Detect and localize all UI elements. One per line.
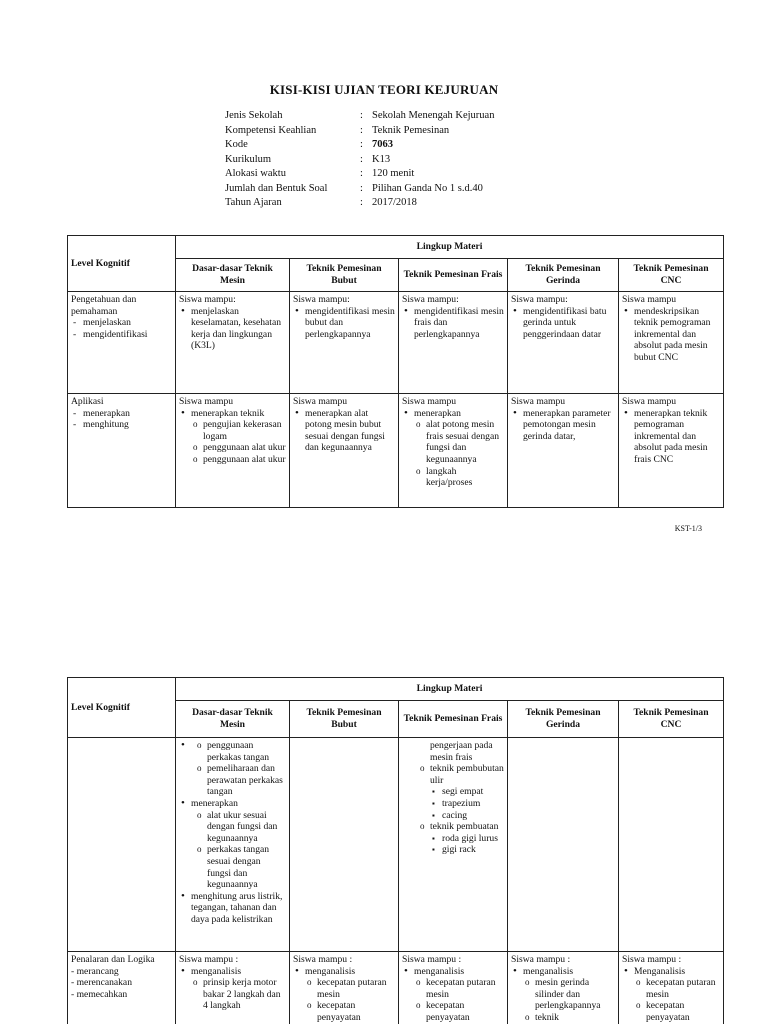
list-item: o pengujian kekerasan logam (203, 419, 286, 442)
info-colon: : (360, 168, 363, 179)
cell-intro: Siswa mampu (622, 396, 677, 407)
list-item: ▪ gigi rack (442, 844, 504, 856)
table-row (68, 738, 724, 952)
list-item: o penggunaan alat ukur (203, 442, 286, 454)
info-value: K13 (372, 153, 391, 165)
list-item: • menerapkan teknik pemograman inkremental dan absolut pada mesin frais CNC (634, 408, 720, 466)
list-item: o pemeliharaan dan perawatan perkakas tangan (207, 763, 286, 798)
cell-intro: Siswa mampu : (179, 954, 239, 965)
kisi-table-page-2 (67, 677, 724, 1024)
list-item-text: teknik pembubutan ulir (430, 763, 504, 786)
info-row (225, 109, 494, 124)
list-item: - merancang (71, 965, 119, 977)
list-item: ▪ roda gigi lurus (442, 833, 504, 845)
table-row (68, 394, 724, 508)
list-item-text: menganalisis (305, 965, 356, 977)
list-item: o alat potong mesin frais sesuai dengan fungsi dan kegunaannya (426, 419, 504, 465)
cell-intro: Siswa mampu: (402, 294, 459, 305)
info-colon: : (360, 153, 363, 165)
column-header: Teknik Pemesinan Gerinda (508, 701, 619, 738)
list-item: ▪ cacing (442, 810, 504, 822)
cell-intro: Siswa mampu (293, 396, 348, 407)
list-item: - merencanakan (71, 977, 132, 989)
cell-intro: Siswa mampu : (511, 954, 571, 965)
content-cell (508, 738, 619, 952)
list-item: o langkah kerja/proses (426, 466, 504, 489)
list-item: ▪ segi empat (442, 786, 504, 798)
level-kognitif-header: Level Kognitif (68, 678, 176, 738)
table-row (68, 292, 724, 394)
info-row (225, 196, 494, 211)
lingkup-materi-header: Lingkup Materi (176, 236, 724, 259)
list-item: ▪ trapezium (442, 798, 504, 810)
list-item-text: menerapkan (191, 797, 238, 809)
list-item: - menghitung (83, 419, 172, 431)
list-item: o mesin gerinda silinder dan perlengkapannya (535, 977, 615, 1012)
content-cell (399, 394, 508, 508)
list-item: o alat ukur sesuai dengan fungsi dan kegunaannya (207, 810, 286, 845)
list-item (414, 408, 504, 489)
info-label: Kurikulum (225, 153, 272, 165)
info-value-code: 7063 (372, 139, 393, 150)
level-cell (68, 394, 176, 508)
content-cell (399, 738, 508, 952)
cell-intro: Siswa mampu : (622, 954, 682, 965)
list-item: o kecepatan putaran mesin (426, 977, 504, 1000)
column-header: Teknik Pemesinan Bubut (290, 701, 399, 738)
list-item: o kecepatan penyayatan (426, 1000, 504, 1023)
content-cell (290, 738, 399, 952)
info-value: Pilihan Ganda No 1 s.d.40 (372, 182, 483, 194)
list-item: • mendeskripsikan teknik pemograman inkremental dan absolut pada mesin bubut CNC (634, 306, 720, 364)
level-cell (68, 738, 176, 952)
column-header: Teknik Pemesinan CNC (619, 259, 724, 292)
content-cell (619, 394, 724, 508)
level-label: Aplikasi (71, 396, 104, 407)
info-value: 120 menit (372, 168, 415, 179)
level-list (71, 317, 172, 340)
info-row (225, 167, 494, 182)
list-item: - menerapkan (83, 408, 172, 420)
list-item: • menerapkan alat potong mesin bubut sesuai dengan fungsi dan kegunaannya (305, 408, 395, 454)
list-item: • mengidentifikasi batu gerinda untuk penggerindaan datar (523, 306, 615, 341)
table-row (68, 952, 724, 1024)
content-cell (399, 292, 508, 394)
content-cell (399, 952, 508, 1024)
list-item-text: menganalisis (191, 965, 242, 977)
cell-intro: Siswa mampu (622, 294, 677, 305)
list-item: o penggunaan alat ukur (203, 454, 286, 466)
list-item: o kecepatan putaran mesin (317, 977, 395, 1000)
level-list (71, 408, 172, 431)
level-label: Penalaran dan Logika (71, 954, 155, 965)
list-item: o kecepatan putaran mesin (646, 977, 720, 1000)
list-item: • menjelaskan keselamatan, kesehatan kerja dan lingkungan (K3L) (191, 306, 286, 352)
list-item: - mengidentifikasi (83, 329, 172, 341)
list-item-text: menerapkan (414, 407, 461, 419)
info-label: Alokasi waktu (225, 168, 286, 179)
cell-intro: Siswa mampu : (402, 954, 462, 965)
content-cell (508, 952, 619, 1024)
cell-intro: Siswa mampu (179, 396, 234, 407)
cell-intro: Siswa mampu (402, 396, 457, 407)
list-item: o kecepatan penyayatan (646, 1000, 720, 1023)
cell-intro: Siswa mampu: (179, 294, 236, 305)
cell-intro: Siswa mampu : (293, 954, 353, 965)
list-item: o prinsip kerja motor bakar 2 langkah dan 4 langkah (203, 977, 286, 1012)
content-cell (176, 292, 290, 394)
list-item (191, 966, 286, 1012)
list-item-text: menganalisis (523, 965, 574, 977)
cell-intro: Siswa mampu: (511, 294, 568, 305)
cell-continuation: pengerjaan pada mesin frais (430, 740, 493, 763)
info-label: Tahun Ajaran (225, 197, 282, 208)
list-item-continued (191, 740, 286, 798)
level-kognitif-header: Level Kognitif (68, 236, 176, 292)
list-item: o teknik (535, 1012, 615, 1024)
info-colon: : (360, 110, 363, 121)
column-header: Teknik Pemesinan Frais (399, 259, 508, 292)
list-item (191, 798, 286, 891)
column-header: Teknik Pemesinan CNC (619, 701, 724, 738)
list-item: • menghitung arus listrik, tegangan, tahanan dan daya pada kelistrikan (191, 891, 286, 926)
info-label: Jumlah dan Bentuk Soal (225, 182, 328, 194)
info-row (225, 153, 494, 168)
info-row (225, 182, 494, 197)
document-title: KISI-KISI UJIAN TEORI KEJURUAN (269, 82, 499, 97)
list-item: • mengidentifikasi mesin frais dan perlengkapannya (414, 306, 504, 341)
cell-intro: Siswa mampu: (293, 294, 350, 305)
column-header: Teknik Pemesinan Frais (399, 701, 508, 738)
info-colon: : (360, 197, 363, 208)
content-cell (290, 292, 399, 394)
level-label: Pengetahuan dan pemahaman (71, 294, 137, 317)
content-cell (176, 952, 290, 1024)
content-cell (619, 738, 724, 952)
list-item: o • penggunaan perkakas tangan (207, 740, 286, 763)
list-item-text: Menganalisis (634, 965, 686, 977)
identity-block (225, 109, 494, 211)
info-row (225, 138, 494, 153)
info-colon: : (360, 124, 363, 136)
content-cell (508, 394, 619, 508)
content-cell (290, 394, 399, 508)
content-cell (290, 952, 399, 1024)
column-header: Dasar-dasar Teknik Mesin (176, 701, 290, 738)
list-item-text: menganalisis (414, 965, 465, 977)
list-item-text: menerapkan teknik (191, 407, 265, 419)
content-cell (508, 292, 619, 394)
lingkup-materi-header: Lingkup Materi (176, 678, 724, 701)
list-item (191, 408, 286, 466)
info-colon: : (360, 139, 363, 150)
list-item: o kecepatan penyayatan (317, 1000, 395, 1023)
column-header: Teknik Pemesinan Gerinda (508, 259, 619, 292)
list-item-text: teknik pembuatan (430, 821, 499, 833)
list-item (430, 821, 504, 856)
info-colon: : (360, 182, 363, 194)
page-number: KST-1/3 (674, 524, 702, 533)
column-header: Dasar-dasar Teknik Mesin (176, 259, 290, 292)
column-header: Teknik Pemesinan Bubut (290, 259, 399, 292)
level-cell (68, 292, 176, 394)
list-item (305, 966, 395, 1024)
info-value: 2017/2018 (372, 197, 417, 208)
list-item: - memecahkan (71, 988, 128, 1000)
level-cell (68, 952, 176, 1024)
info-row (225, 124, 494, 139)
cell-intro: Siswa mampu (511, 396, 566, 407)
list-item: - menjelaskan (83, 317, 172, 329)
list-item: • mengidentifikasi mesin bubut dan perlengkapannya (305, 306, 395, 341)
info-value: Teknik Pemesinan (372, 124, 450, 136)
kisi-table-page-1 (67, 235, 724, 508)
info-label: Jenis Sekolah (225, 110, 283, 121)
list-item: o perkakas tangan sesuai dengan fungsi dan kegunaannya (207, 844, 286, 890)
content-cell (619, 292, 724, 394)
content-cell (176, 394, 290, 508)
content-cell (176, 738, 290, 952)
list-item (634, 966, 720, 1024)
info-label: Kode (225, 139, 248, 150)
list-item: • menerapkan parameter pemotongan mesin gerinda datar, (523, 408, 615, 443)
list-item (414, 966, 504, 1024)
info-value: Sekolah Menengah Kejuruan (372, 110, 495, 121)
list-item (430, 763, 504, 821)
content-cell (619, 952, 724, 1024)
list-item (523, 966, 615, 1024)
info-label: Kompetensi Keahlian (225, 124, 317, 136)
